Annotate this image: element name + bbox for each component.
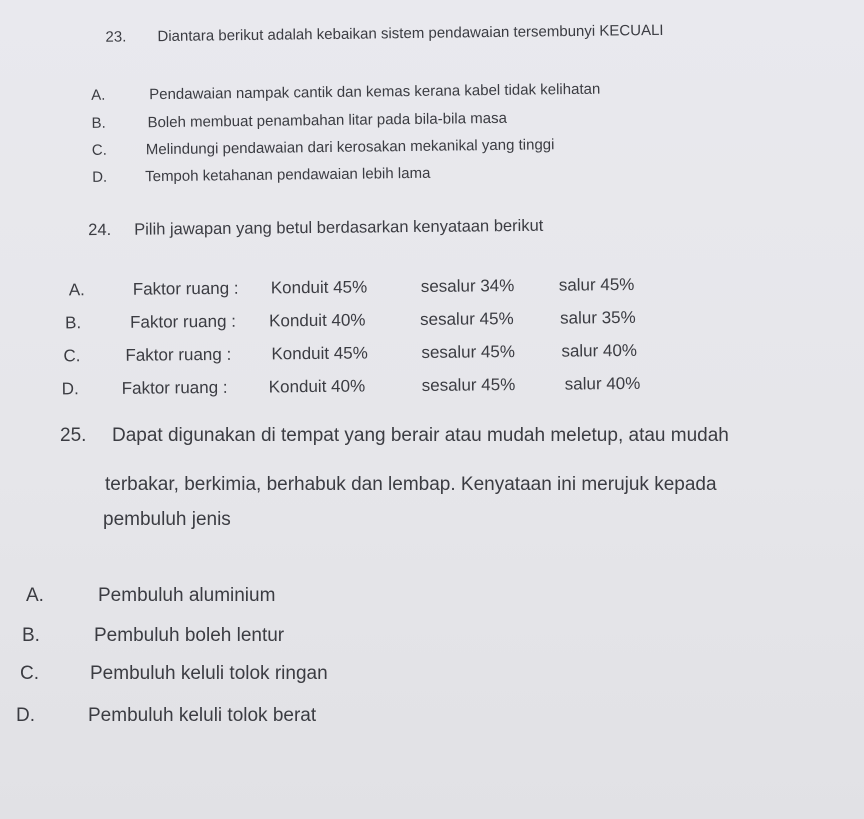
- question-23-stem: [105, 22, 663, 46]
- option-text: Pembuluh aluminium: [98, 585, 276, 606]
- option-letter: B.: [65, 313, 82, 333]
- option-text: Pembuluh keluli tolok berat: [88, 705, 317, 726]
- question-24-stem: [88, 217, 543, 240]
- question-25-stem-line-3: pembuluh jenis: [103, 509, 231, 530]
- option-letter: D.: [61, 379, 79, 399]
- option-letter: B.: [91, 114, 106, 132]
- option-text: Boleh membuat penambahan litar pada bila-bila masa: [147, 109, 507, 132]
- question-25-stem-line-2: terbakar, berkimia, berhabuk dan lembap. Kenyataan ini merujuk kepada: [105, 474, 717, 495]
- salur-value: salur 35%: [559, 307, 636, 328]
- konduit-value: Konduit 45%: [270, 277, 368, 298]
- option-text: Melindungi pendawaian dari kerosakan mekanikal yang tinggi: [145, 136, 555, 159]
- option-text: Pendawaian nampak cantik dan kemas kerana kabel tidak kelihatan: [149, 80, 601, 104]
- question-25-stem-line-1: [60, 425, 729, 447]
- option-letter: C.: [91, 141, 107, 159]
- salur-value: salur 45%: [558, 274, 635, 295]
- question-text: Dapat digunakan di tempat yang berair atau mudah meletup, atau mudah: [112, 425, 729, 446]
- option-text: Pembuluh keluli tolok ringan: [90, 663, 328, 684]
- konduit-value: Konduit 40%: [269, 310, 366, 331]
- question-number: 23.: [105, 28, 127, 46]
- sesalur-value: sesalur 45%: [421, 342, 516, 362]
- option-text: Pembuluh boleh lentur: [94, 625, 285, 646]
- konduit-value: Konduit 40%: [268, 376, 366, 397]
- salur-value: salur 40%: [561, 340, 638, 361]
- option-label: Faktor ruang :: [130, 311, 237, 332]
- sesalur-value: sesalur 34%: [420, 276, 515, 296]
- option-letter: C.: [20, 663, 39, 684]
- konduit-value: Konduit 45%: [271, 343, 368, 364]
- salur-value: salur 40%: [564, 373, 641, 394]
- option-letter: A.: [91, 86, 106, 104]
- question-number: 25.: [60, 425, 87, 446]
- sesalur-value: sesalur 45%: [419, 309, 514, 329]
- option-letter: A.: [26, 585, 44, 606]
- sesalur-value: sesalur 45%: [421, 375, 516, 395]
- option-letter: B.: [22, 625, 40, 646]
- option-letter: D.: [16, 705, 35, 726]
- question-text: Pilih jawapan yang betul berdasarkan kenyataan berikut: [134, 216, 544, 239]
- option-text: Tempoh ketahanan pendawaian lebih lama: [145, 164, 431, 186]
- question-text: Diantara berikut adalah kebaikan sistem pendawaian tersembunyi KECUALI: [157, 21, 664, 46]
- option-label: Faktor ruang :: [132, 278, 239, 299]
- option-letter: A.: [68, 280, 85, 300]
- option-letter: D.: [92, 168, 108, 186]
- option-label: Faktor ruang :: [121, 377, 228, 398]
- question-number: 24.: [88, 220, 112, 240]
- option-label: Faktor ruang :: [125, 344, 232, 365]
- option-letter: C.: [63, 346, 81, 366]
